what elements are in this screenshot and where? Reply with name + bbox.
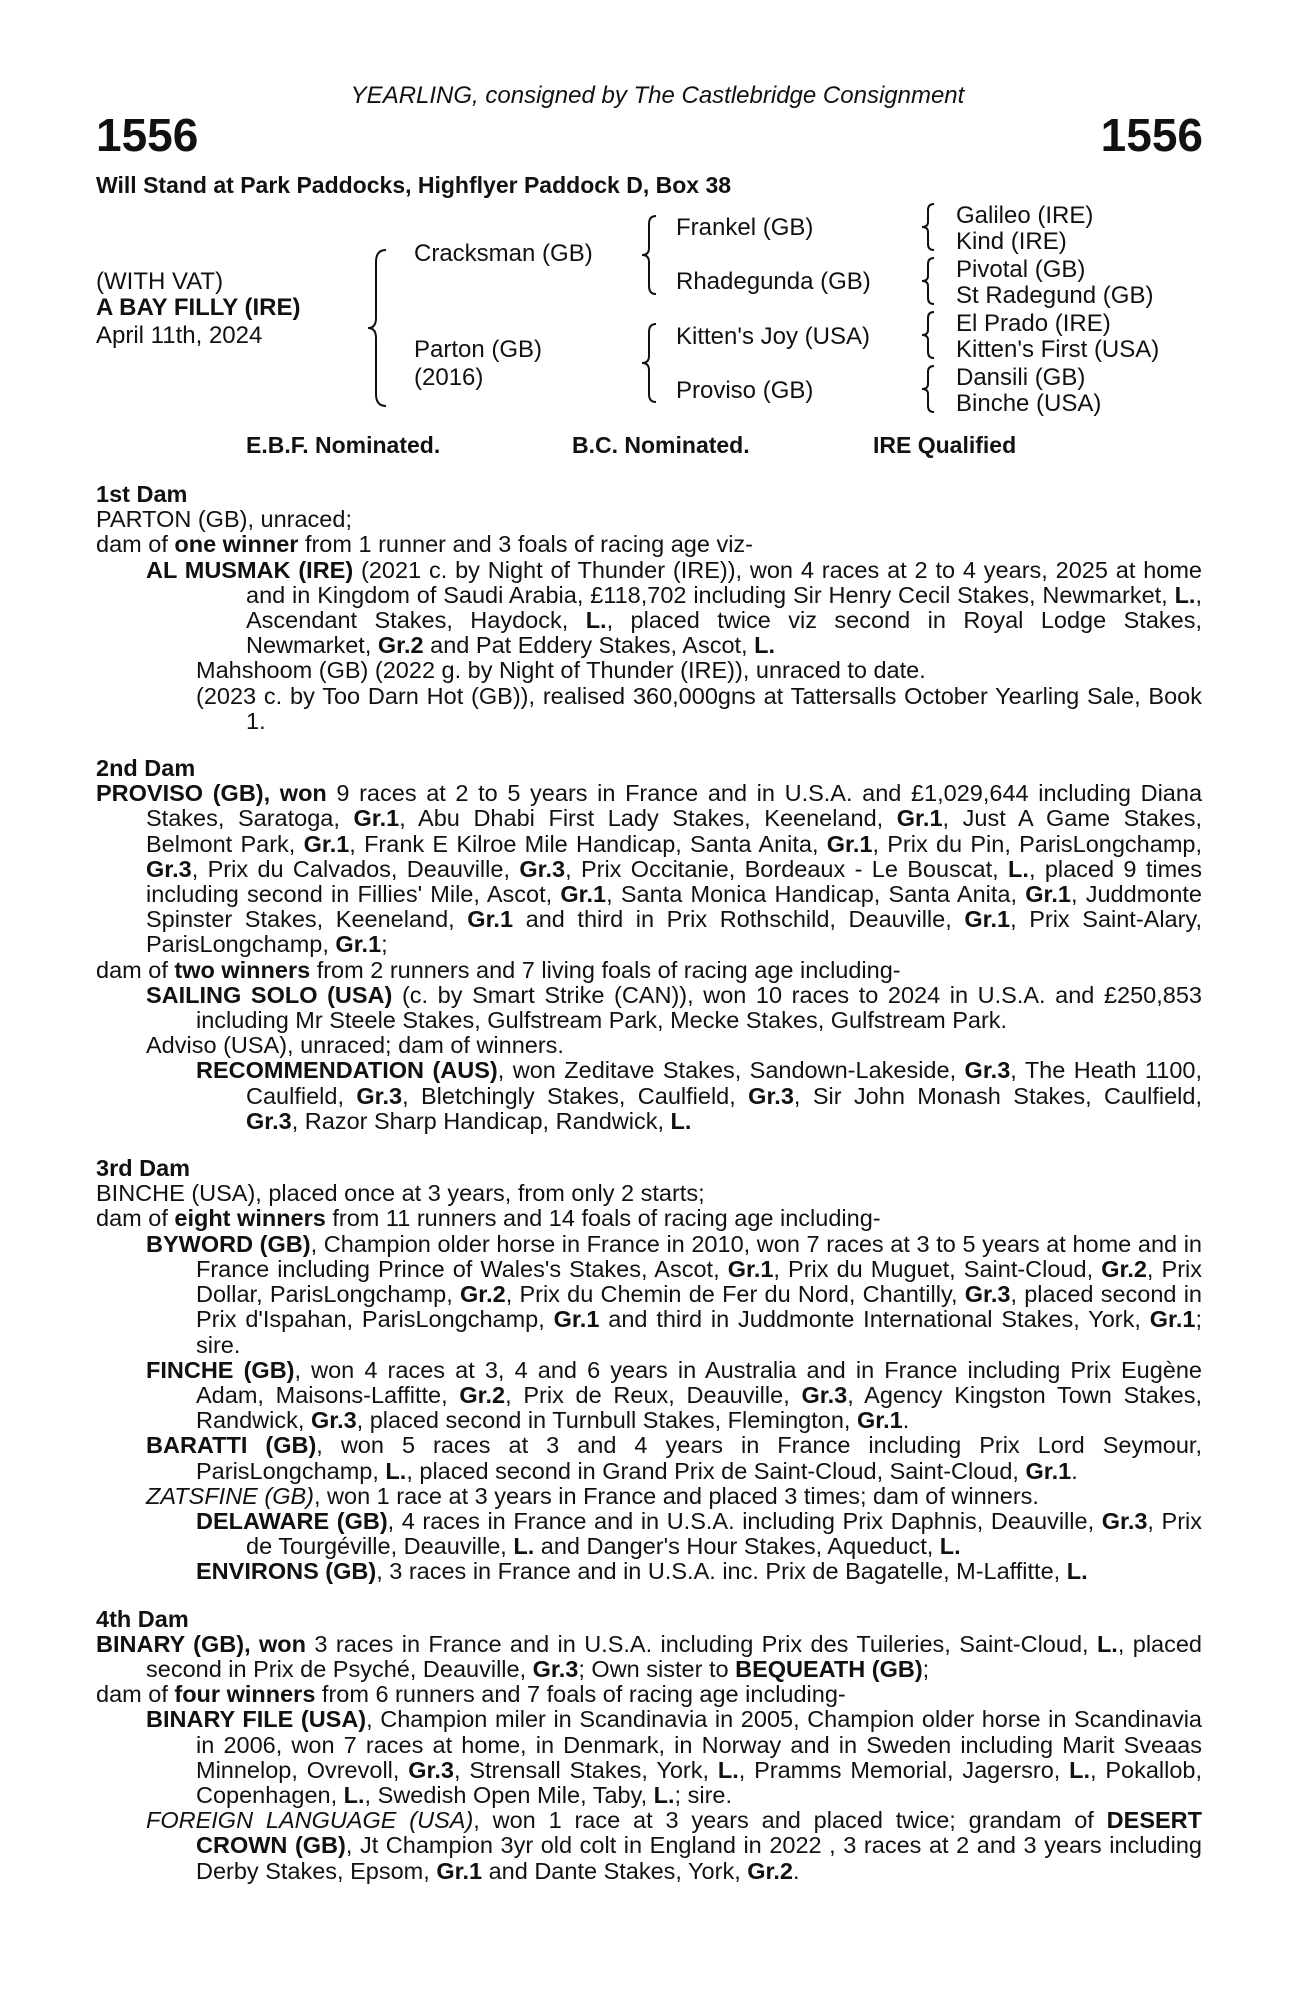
sire-dam: Rhadegunda (GB) [676, 268, 871, 295]
first-dam-line: PARTON (GB), unraced; [96, 506, 352, 533]
fourth-dam-entry: FOREIGN LANGUAGE (USA), won 1 race at 3 years and placed twice; grandam of DESERT CROWN (GB), Jt Champion 3yr old colt in England in 2022 , 3 races at 2 and 3 years including Derby Stakes, Epsom, Gr.1 and Dante Stakes, York, Gr.2. [146, 1807, 1202, 1884]
pedigree-brace-ds [920, 310, 938, 360]
pedigree-brace-dam [640, 322, 660, 404]
pedigree-brace-ss [920, 202, 938, 252]
second-dam-entry: RECOMMENDATION (AUS), won Zeditave Stakes, Sandown-Lakeside, Gr.3, The Heath 1100, Caulfield, Gr.3, Bletchingly Stakes, Caulfield, Gr.3, Sir John Monash Stakes, Caulfield, Gr.3, Razor Sharp Handicap, Randwick, L. [196, 1057, 1202, 1134]
foaling-date: April 11th, 2024 [96, 322, 263, 349]
first-dam-entry: Mahshoom (GB) (2022 g. by Night of Thunder (IRE)), unraced to date. [196, 657, 926, 684]
second-dam-heading: 2nd Dam [96, 755, 196, 782]
dam-year: (2016) [414, 364, 484, 391]
consignment-header: YEARLING, consigned by The Castlebridge Consignment [350, 82, 965, 109]
bc-nominated: B.C. Nominated. [572, 432, 750, 458]
third-dam-entry: ENVIRONS (GB), 3 races in France and in U.S.A. inc. Prix de Bagatelle, M-Laffitte, L. [196, 1558, 1088, 1585]
lot-number-left: 1556 [96, 109, 199, 161]
pedigree-brace-sd [920, 256, 938, 306]
fourth-dam-produce: dam of four winners from 6 runners and 7 foals of racing age including- [96, 1681, 846, 1708]
second-dam-entry: Adviso (USA), unraced; dam of winners. [146, 1032, 564, 1059]
sire-dam-sire: Pivotal (GB) [956, 256, 1086, 283]
first-dam-entry: (2023 c. by Too Darn Hot (GB)), realised 360,000gns at Tattersalls October Yearling Sale, Book 1. [196, 682, 1202, 734]
lot-number-right: 1556 [1100, 109, 1203, 161]
stand-location: Will Stand at Park Paddocks, Highflyer Paddock D, Box 38 [96, 172, 732, 198]
third-dam-heading: 3rd Dam [96, 1155, 191, 1182]
pedigree-brace-sire [640, 214, 660, 296]
dam-dam-sire: Dansili (GB) [956, 364, 1086, 391]
third-dam-line: BINCHE (USA), placed once at 3 years, from only 2 starts; [96, 1180, 705, 1207]
sire-sire-sire: Galileo (IRE) [956, 202, 1094, 229]
catalogue-body [96, 482, 1202, 1884]
pedigree-brace-main [366, 248, 390, 408]
sire: Cracksman (GB) [414, 240, 593, 267]
fourth-dam-heading: 4th Dam [96, 1605, 189, 1632]
ebf-nominated: E.B.F. Nominated. [246, 432, 441, 458]
dam-dam-dam: Binche (USA) [956, 390, 1102, 417]
second-dam-produce: dam of two winners from 2 runners and 7 living foals of racing age including- [96, 956, 901, 983]
pedigree-brace-dd [920, 364, 938, 414]
third-dam-entry: BARATTI (GB), won 5 races at 3 and 4 years in France including Prix Lord Seymour, ParisLongchamp, L., placed second in Grand Prix de Saint-Cloud, Saint-Cloud, Gr.1. [146, 1432, 1202, 1484]
dam: Parton (GB) [414, 336, 543, 363]
first-dam-produce: dam of one winner from 1 runner and 3 foals of racing age viz- [96, 531, 753, 558]
dam-sire: Kitten's Joy (USA) [676, 323, 870, 350]
third-dam-produce: dam of eight winners from 11 runners and 14 foals of racing age including- [96, 1205, 881, 1232]
first-dam-entry: AL MUSMAK (IRE) (2021 c. by Night of Thunder (IRE)), won 4 races at 2 to 4 years, 2025 at home and in Kingdom of Saudi Arabia, £118,702 including Sir Henry Cecil Stakes, Newmarket, L., Ascendant Stakes, Haydock, L., placed twice viz second in Royal Lodge Stakes, Newmarket, Gr.2 and Pat Eddery Stakes, Ascot, L. [146, 556, 1203, 659]
first-dam-heading: 1st Dam [96, 481, 188, 507]
dam-sire-dam: Kitten's First (USA) [956, 336, 1160, 363]
third-dam-entry: ZATSFINE (GB), won 1 race at 3 years in France and placed 3 times; dam of winners. [146, 1482, 1039, 1509]
second-dam-record: PROVISO (GB), won 9 races at 2 to 5 years in France and in U.S.A. and £1,029,644 including Diana Stakes, Saratoga, Gr.1, Abu Dhabi First Lady Stakes, Keeneland, Gr.1, Just A Game Stakes, Belmont Park, Gr.1, Frank E Kilroe Mile Handicap, Santa Anita, Gr.1, Prix du Pin, ParisLongchamp, Gr.3, Prix du Calvados, Deauville, Gr.3, Prix Occitanie, Bordeaux - Le Bouscat, L., placed 9 times including second in Fillies' Mile, Ascot, Gr.1, Santa Monica Handicap, Santa Anita, Gr.1, Juddmonte Spinster Stakes, Keeneland, Gr.1 and third in Prix Rothschild, Deauville, Gr.1, Prix Saint-Alary, ParisLongchamp, Gr.1; [96, 780, 1203, 958]
sire-dam-dam: St Radegund (GB) [956, 282, 1154, 309]
second-dam-entry: SAILING SOLO (USA) (c. by Smart Strike (CAN)), won 10 races to 2024 in U.S.A. and £250,853 including Mr Steele Stakes, Gulfstream Park, Mecke Stakes, Gulfstream Park. [146, 981, 1202, 1034]
fourth-dam-entry: BINARY FILE (USA), Champion miler in Scandinavia in 2005, Champion older horse in Scandinavia in 2006, won 7 races at home, in Denmark, in Norway and in Sweden including Marit Sveaas Minnelop, Ovrevoll, Gr.3, Strensall Stakes, York, L., Pramms Memorial, Jagersro, L., Pokallob, Copenhagen, L., Swedish Open Mile, Taby, L.; sire. [146, 1706, 1203, 1808]
fourth-dam-record: BINARY (GB), won 3 races in France and in U.S.A. including Prix des Tuileries, Saint-Cloud, L., placed second in Prix de Psyché, Deauville, Gr.3; Own sister to BEQUEATH (GB); [96, 1630, 1202, 1682]
dam-sire-sire: El Prado (IRE) [956, 310, 1111, 337]
dam-dam: Proviso (GB) [676, 377, 814, 404]
vat-note: (WITH VAT) [96, 268, 224, 295]
sire-sire-dam: Kind (IRE) [956, 228, 1067, 255]
third-dam-entry: FINCHE (GB), won 4 races at 3, 4 and 6 years in Australia and in France including Prix Eugène Adam, Maisons-Laffitte, Gr.2, Prix de Reux, Deauville, Gr.3, Agency Kingston Town Stakes, Randwick, Gr.3, placed second in Turnbull Stakes, Flemington, Gr.1. [146, 1356, 1202, 1434]
third-dam-entry: BYWORD (GB), Champion older horse in France in 2010, won 7 races at 3 to 5 years at home and in France including Prince of Wales's Stakes, Ascot, Gr.1, Prix du Muguet, Saint-Cloud, Gr.2, Prix Dollar, ParisLongchamp, Gr.2, Prix du Chemin de Fer du Nord, Chantilly, Gr.3, placed second in Prix d'Ispahan, ParisLongchamp, Gr.1 and third in Juddmonte International Stakes, York, Gr.1; sire. [146, 1230, 1203, 1358]
third-dam-entry: DELAWARE (GB), 4 races in France and in U.S.A. including Prix Daphnis, Deauville, Gr.3, Prix de Tourgéville, Deauville, L. and Danger's Hour Stakes, Aqueduct, L. [196, 1507, 1203, 1560]
sire-sire: Frankel (GB) [676, 214, 814, 241]
horse-name: A BAY FILLY (IRE) [96, 294, 301, 321]
ire-qualified: IRE Qualified [873, 432, 1017, 458]
